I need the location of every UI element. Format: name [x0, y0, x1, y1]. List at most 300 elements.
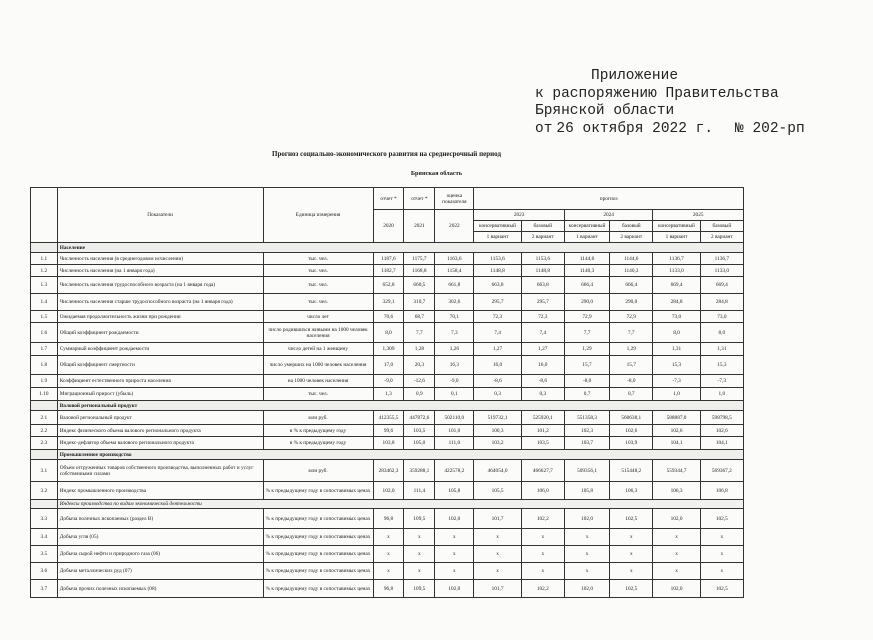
appendix-region: Брянской области — [535, 103, 675, 119]
header-2024-conservative: консервативный — [564, 221, 609, 232]
unit-of-measure: млн руб. — [263, 460, 373, 482]
value-cell: x — [404, 563, 435, 580]
value-cell: 16,3 — [435, 356, 474, 375]
indicator-name: Валовой региональный продукт — [57, 411, 263, 425]
value-cell: 669,4 — [700, 277, 743, 294]
value-cell: x — [404, 529, 435, 546]
value-cell: 0,3 — [474, 388, 521, 401]
value-cell: x — [521, 546, 564, 563]
indicator-name: Общий коэффициент смертности — [57, 356, 263, 375]
value-cell: 412355,5 — [373, 411, 404, 425]
unit-of-measure: % к предыдущему году в сопоставимых ценах — [263, 529, 373, 546]
value-cell: 106,3 — [610, 482, 653, 500]
value-cell: -8,6 — [474, 375, 521, 388]
table-row — [31, 460, 744, 482]
header-year-2021: 2021 — [404, 210, 435, 243]
value-cell: 669,4 — [653, 277, 700, 294]
value-cell: 598798,5 — [700, 411, 743, 425]
value-cell: 422578,2 — [435, 460, 474, 482]
value-cell: 1,29 — [564, 343, 609, 356]
value-cell: 103,8 — [373, 437, 404, 450]
unit-of-measure: в % к предыдущему году — [263, 425, 373, 437]
table-row — [31, 529, 744, 546]
value-cell: 70,6 — [373, 311, 404, 323]
value-cell: 109,5 — [404, 580, 435, 598]
value-cell: 0,7 — [610, 388, 653, 401]
value-cell: 102,6 — [700, 425, 743, 437]
appendix-date-line — [535, 121, 835, 139]
value-cell: x — [610, 529, 653, 546]
table-row — [31, 356, 744, 375]
row-number: 3.4 — [31, 529, 58, 546]
row-number: 1.9 — [31, 375, 58, 388]
table-row — [31, 411, 744, 425]
value-cell: x — [700, 546, 743, 563]
document-title: Прогноз социально-экономического развития на среднесрочный период — [272, 150, 501, 158]
value-cell: 1,29 — [610, 343, 653, 356]
value-cell: 1,28 — [404, 343, 435, 356]
value-cell: 1140,3 — [564, 265, 609, 277]
value-cell: 96,8 — [373, 580, 404, 598]
value-cell: 1136,7 — [700, 253, 743, 265]
value-cell: 7,4 — [474, 323, 521, 343]
unit-of-measure: % к предыдущему году в сопоставимых ценах — [263, 482, 373, 500]
value-cell: 72,9 — [610, 311, 653, 323]
value-cell: 109,5 — [404, 509, 435, 529]
value-cell: -7,3 — [700, 375, 743, 388]
value-cell: 1148,8 — [521, 265, 564, 277]
value-cell: 102,0 — [435, 580, 474, 598]
value-cell: 290,0 — [564, 294, 609, 311]
value-cell: x — [435, 546, 474, 563]
indicator-name: Коэффициент естественного прироста населения — [57, 375, 263, 388]
value-cell: 101,2 — [521, 425, 564, 437]
value-cell: x — [700, 529, 743, 546]
value-cell: 101,7 — [474, 509, 521, 529]
value-cell: 17,0 — [373, 356, 404, 375]
value-cell: 359288,1 — [404, 460, 435, 482]
table-section-row — [31, 450, 744, 460]
value-cell: 15,7 — [610, 356, 653, 375]
unit-of-measure: в % к предыдущему году — [263, 437, 373, 450]
table-row — [31, 482, 744, 500]
table-subsection-row — [31, 500, 744, 509]
value-cell: 329,1 — [373, 294, 404, 311]
value-cell: 295,7 — [521, 294, 564, 311]
value-cell: x — [653, 563, 700, 580]
value-cell: 1,0 — [653, 388, 700, 401]
value-cell: 106,3 — [653, 482, 700, 500]
value-cell: x — [521, 563, 564, 580]
value-cell: x — [564, 546, 609, 563]
indicator-name: Суммарный коэффициент рождаемости — [57, 343, 263, 356]
row-number: 3.6 — [31, 563, 58, 580]
value-cell: 559344,7 — [653, 460, 700, 482]
table-row — [31, 343, 744, 356]
value-cell: 7,7 — [564, 323, 609, 343]
value-cell: 0,7 — [564, 388, 609, 401]
value-cell: 72,3 — [521, 311, 564, 323]
unit-of-measure: млн руб. — [263, 411, 373, 425]
value-cell: 102,0 — [373, 482, 404, 500]
table-row — [31, 375, 744, 388]
value-cell: 105,0 — [404, 437, 435, 450]
unit-of-measure: тыс. чел. — [263, 265, 373, 277]
appendix-title: Приложение — [591, 68, 679, 84]
indicator-name: Численность населения (в среднегодовом исчислении) — [57, 253, 263, 265]
row-number: 3.3 — [31, 509, 58, 529]
table-row — [31, 311, 744, 323]
value-cell: x — [474, 529, 521, 546]
value-cell: 1148,8 — [474, 265, 521, 277]
value-cell: 0,1 — [435, 388, 474, 401]
value-cell: 102,5 — [700, 509, 743, 529]
row-number: 1.3 — [31, 277, 58, 294]
value-cell: 102,0 — [653, 509, 700, 529]
row-number: 1.10 — [31, 388, 58, 401]
row-number: 2.3 — [31, 437, 58, 450]
table-row — [31, 437, 744, 450]
region-title: Брянская область — [410, 170, 463, 177]
value-cell: 73,0 — [653, 311, 700, 323]
appendix-block — [535, 68, 835, 138]
table-body — [31, 243, 744, 598]
value-cell: 7,3 — [435, 323, 474, 343]
value-cell: 15,7 — [564, 356, 609, 375]
value-cell: x — [404, 546, 435, 563]
value-cell: x — [474, 546, 521, 563]
row-number: 2.2 — [31, 425, 58, 437]
value-cell: 1,26 — [435, 343, 474, 356]
value-cell: 103,7 — [564, 437, 609, 450]
header-2023-base: базовый — [521, 221, 564, 232]
value-cell: -12,6 — [404, 375, 435, 388]
value-cell: 295,7 — [474, 294, 521, 311]
indicator-name: Численность населения (на 1 января года) — [57, 265, 263, 277]
table-row — [31, 509, 744, 529]
value-cell: 663,8 — [521, 277, 564, 294]
value-cell: 1,27 — [474, 343, 521, 356]
value-cell: x — [564, 563, 609, 580]
value-cell: 569367,2 — [700, 460, 743, 482]
header-indicators: Показатели — [57, 188, 263, 243]
value-cell: -9,0 — [435, 375, 474, 388]
value-cell: x — [610, 563, 653, 580]
row-number: 1.6 — [31, 323, 58, 343]
value-cell: 447872,6 — [404, 411, 435, 425]
unit-of-measure: число родившихся живыми на 1000 человек населения — [263, 323, 373, 343]
header-report-2: отчет * — [404, 188, 435, 210]
row-number: 1.4 — [31, 294, 58, 311]
value-cell: -8,0 — [564, 375, 609, 388]
unit-of-measure: % к предыдущему году в сопоставимых ценах — [263, 563, 373, 580]
header-report-1: отчет * — [373, 188, 404, 210]
value-cell: 101,0 — [435, 425, 474, 437]
value-cell: 102,2 — [521, 509, 564, 529]
value-cell: 102,0 — [653, 580, 700, 598]
forecast-table — [30, 187, 744, 598]
header-2023-variant-1: 1 вариант — [474, 232, 521, 243]
indicator-name: Индекс-дефлятор объема валового регионального продукта — [57, 437, 263, 450]
value-cell: 660,5 — [404, 277, 435, 294]
header-2025-variant-2: 2 вариант — [700, 232, 743, 243]
header-year-2020: 2020 — [373, 210, 404, 243]
value-cell: 1136,7 — [653, 253, 700, 265]
value-cell: 661,8 — [435, 277, 474, 294]
header-year-2024: 2024 — [564, 210, 652, 221]
value-cell: 8,0 — [373, 323, 404, 343]
value-cell: 105,8 — [564, 482, 609, 500]
header-2024-base: базовый — [610, 221, 653, 232]
value-cell: 7,7 — [404, 323, 435, 343]
value-cell: x — [610, 546, 653, 563]
value-cell: 103,9 — [610, 437, 653, 450]
value-cell: 105,8 — [435, 482, 474, 500]
appendix-number: № 202-рп — [735, 120, 805, 137]
value-cell: 102,0 — [564, 509, 609, 529]
value-cell: 103,5 — [521, 437, 564, 450]
value-cell: 102,5 — [610, 580, 653, 598]
indicator-name: Общий коэффициент рождаемости — [57, 323, 263, 343]
indicator-name: Миграционный прирост (убыль) — [57, 388, 263, 401]
value-cell: 102,0 — [564, 580, 609, 598]
value-cell: 284,8 — [653, 294, 700, 311]
value-cell: x — [373, 563, 404, 580]
value-cell: 1140,3 — [610, 265, 653, 277]
unit-of-measure: тыс. чел. — [263, 253, 373, 265]
value-cell: 102,5 — [700, 580, 743, 598]
value-cell: x — [700, 563, 743, 580]
value-cell: 1168,8 — [404, 265, 435, 277]
table-section-row — [31, 401, 744, 411]
region-title-wrap — [0, 170, 873, 177]
unit-of-measure: % к предыдущему году в сопоставимых ценах — [263, 546, 373, 563]
value-cell: 103,5 — [404, 425, 435, 437]
row-number: 2.1 — [31, 411, 58, 425]
section-num-cell — [31, 243, 58, 253]
header-year-2022: 2022 — [435, 210, 474, 243]
unit-of-measure: тыс. чел. — [263, 294, 373, 311]
value-cell: 284,8 — [700, 294, 743, 311]
value-cell: -8,0 — [610, 375, 653, 388]
value-cell: x — [653, 529, 700, 546]
value-cell: x — [373, 529, 404, 546]
value-cell: 1,309 — [373, 343, 404, 356]
indicator-name: Индекс промышленного производства — [57, 482, 263, 500]
value-cell: 666,4 — [564, 277, 609, 294]
value-cell: 551358,3 — [564, 411, 609, 425]
value-cell: 1133,0 — [700, 265, 743, 277]
header-2024-variant-2: 2 вариант — [610, 232, 653, 243]
value-cell: 663,8 — [474, 277, 521, 294]
value-cell: 464054,0 — [474, 460, 521, 482]
unit-of-measure: % к предыдущему году в сопоставимых ценах — [263, 580, 373, 598]
value-cell: 652,8 — [373, 277, 404, 294]
value-cell: 1144,6 — [610, 253, 653, 265]
header-2025-variant-1: 1 вариант — [653, 232, 700, 243]
value-cell: x — [521, 529, 564, 546]
value-cell: 1182,7 — [373, 265, 404, 277]
value-cell: 0,3 — [521, 388, 564, 401]
value-cell: 111,4 — [404, 482, 435, 500]
value-cell: 68,7 — [404, 311, 435, 323]
value-cell: 1,0 — [700, 388, 743, 401]
value-cell: 105,5 — [474, 482, 521, 500]
value-cell: 525920,1 — [521, 411, 564, 425]
header-2025-conservative: консервативный — [653, 221, 700, 232]
header-unit: Единица измерения — [263, 188, 373, 243]
value-cell: 515448,2 — [610, 460, 653, 482]
header-2023-conservative: консервативный — [474, 221, 521, 232]
value-cell: 666,4 — [610, 277, 653, 294]
table-row — [31, 425, 744, 437]
value-cell: 102,0 — [435, 509, 474, 529]
indicator-name: Объем отгруженных товаров собственного производства, выполненных работ и услуг собственными силами — [57, 460, 263, 482]
value-cell: 466627,7 — [521, 460, 564, 482]
table-section-row — [31, 243, 744, 253]
value-cell: 73,0 — [700, 311, 743, 323]
section-num-cell — [31, 401, 58, 411]
value-cell: 102,2 — [521, 580, 564, 598]
section-num-cell — [31, 500, 58, 509]
table-header — [31, 188, 744, 243]
value-cell: 16,0 — [474, 356, 521, 375]
value-cell: 111,0 — [435, 437, 474, 450]
value-cell: 102,6 — [610, 425, 653, 437]
value-cell: 290,0 — [610, 294, 653, 311]
indicator-name: Численность населения трудоспособного возраста (на 1 января года) — [57, 277, 263, 294]
value-cell: 1187,6 — [373, 253, 404, 265]
row-number: 3.5 — [31, 546, 58, 563]
value-cell: 1153,6 — [474, 253, 521, 265]
value-cell: 101,7 — [474, 580, 521, 598]
unit-of-measure: число лет — [263, 311, 373, 323]
value-cell: 104,1 — [653, 437, 700, 450]
appendix-date: 26 октября 2022 г. — [556, 120, 714, 137]
value-cell: 15,3 — [700, 356, 743, 375]
row-number: 3.1 — [31, 460, 58, 482]
value-cell: -9,0 — [373, 375, 404, 388]
row-number: 1.5 — [31, 311, 58, 323]
table-row — [31, 277, 744, 294]
indicator-name: Численность населения старше трудоспособного возраста (на 1 января года) — [57, 294, 263, 311]
header-estimate: оценка показателя — [435, 188, 474, 210]
value-cell: 502110,0 — [435, 411, 474, 425]
row-number: 1.7 — [31, 343, 58, 356]
table-row — [31, 388, 744, 401]
value-cell: 1,3 — [373, 388, 404, 401]
value-cell: 1133,0 — [653, 265, 700, 277]
value-cell: 1175,7 — [404, 253, 435, 265]
document-title-wrap — [0, 150, 873, 158]
value-cell: 8,0 — [700, 323, 743, 343]
table-row — [31, 563, 744, 580]
value-cell: 519732,1 — [474, 411, 521, 425]
value-cell: x — [435, 563, 474, 580]
value-cell: x — [653, 546, 700, 563]
value-cell: x — [373, 546, 404, 563]
value-cell: 1144,6 — [564, 253, 609, 265]
value-cell: 96,8 — [373, 509, 404, 529]
header-2025-base: базовый — [700, 221, 743, 232]
unit-of-measure: % к предыдущему году в сопоставимых ценах — [263, 509, 373, 529]
appendix-date-prefix: от — [535, 120, 553, 137]
value-cell: 1,31 — [653, 343, 700, 356]
value-cell: 106,8 — [700, 482, 743, 500]
value-cell: -8,6 — [521, 375, 564, 388]
value-cell: 588887,0 — [653, 411, 700, 425]
value-cell: 302,6 — [435, 294, 474, 311]
value-cell: 509356,1 — [564, 460, 609, 482]
value-cell: 1,31 — [700, 343, 743, 356]
header-num — [31, 188, 58, 243]
unit-of-measure: тыс. чел. — [263, 388, 373, 401]
value-cell: 70,1 — [435, 311, 474, 323]
value-cell: 72,3 — [474, 311, 521, 323]
value-cell: 106,0 — [521, 482, 564, 500]
table-row — [31, 265, 744, 277]
row-number: 3.2 — [31, 482, 58, 500]
section-title: Индексы производства по видам экономической деятельности — [57, 500, 743, 509]
value-cell: 104,1 — [700, 437, 743, 450]
value-cell: 1163,6 — [435, 253, 474, 265]
table-row — [31, 546, 744, 563]
value-cell: 103,2 — [474, 437, 521, 450]
table-row — [31, 580, 744, 598]
indicator-name: Добыча полезных ископаемых (раздел B) — [57, 509, 263, 529]
section-title: Валовой региональный продукт — [57, 401, 743, 411]
value-cell: 102,5 — [610, 509, 653, 529]
value-cell: 102,3 — [564, 425, 609, 437]
value-cell: 99,6 — [373, 425, 404, 437]
unit-of-measure: число детей на 1 женщину — [263, 343, 373, 356]
value-cell: 560638,1 — [610, 411, 653, 425]
value-cell: 20,3 — [404, 356, 435, 375]
value-cell: x — [564, 529, 609, 546]
unit-of-measure: число умерших на 1000 человек населения — [263, 356, 373, 375]
indicator-name: Добыча сырой нефти и природного газа (06) — [57, 546, 263, 563]
value-cell: 0,9 — [404, 388, 435, 401]
row-number: 1.2 — [31, 265, 58, 277]
value-cell: 102,6 — [653, 425, 700, 437]
row-number: 1.8 — [31, 356, 58, 375]
value-cell: x — [435, 529, 474, 546]
value-cell: 283462,3 — [373, 460, 404, 482]
table-row — [31, 323, 744, 343]
value-cell: 1153,6 — [521, 253, 564, 265]
header-forecast: прогноз — [474, 188, 744, 210]
value-cell: x — [474, 563, 521, 580]
header-year-2025: 2025 — [653, 210, 744, 221]
table-row — [31, 253, 744, 265]
value-cell: -7,3 — [653, 375, 700, 388]
section-title: Население — [57, 243, 743, 253]
header-2023-variant-2: 2 вариант — [521, 232, 564, 243]
header-year-2023: 2023 — [474, 210, 565, 221]
section-num-cell — [31, 450, 58, 460]
header-2024-variant-1: 1 вариант — [564, 232, 609, 243]
value-cell: 16,0 — [521, 356, 564, 375]
value-cell: 310,7 — [404, 294, 435, 311]
row-number: 1.1 — [31, 253, 58, 265]
row-number: 3.7 — [31, 580, 58, 598]
appendix-decree: к распоряжению Правительства — [535, 85, 779, 102]
value-cell: 7,7 — [610, 323, 653, 343]
value-cell: 1,27 — [521, 343, 564, 356]
value-cell: 1158,4 — [435, 265, 474, 277]
value-cell: 7,4 — [521, 323, 564, 343]
unit-of-measure: тыс. чел. — [263, 277, 373, 294]
